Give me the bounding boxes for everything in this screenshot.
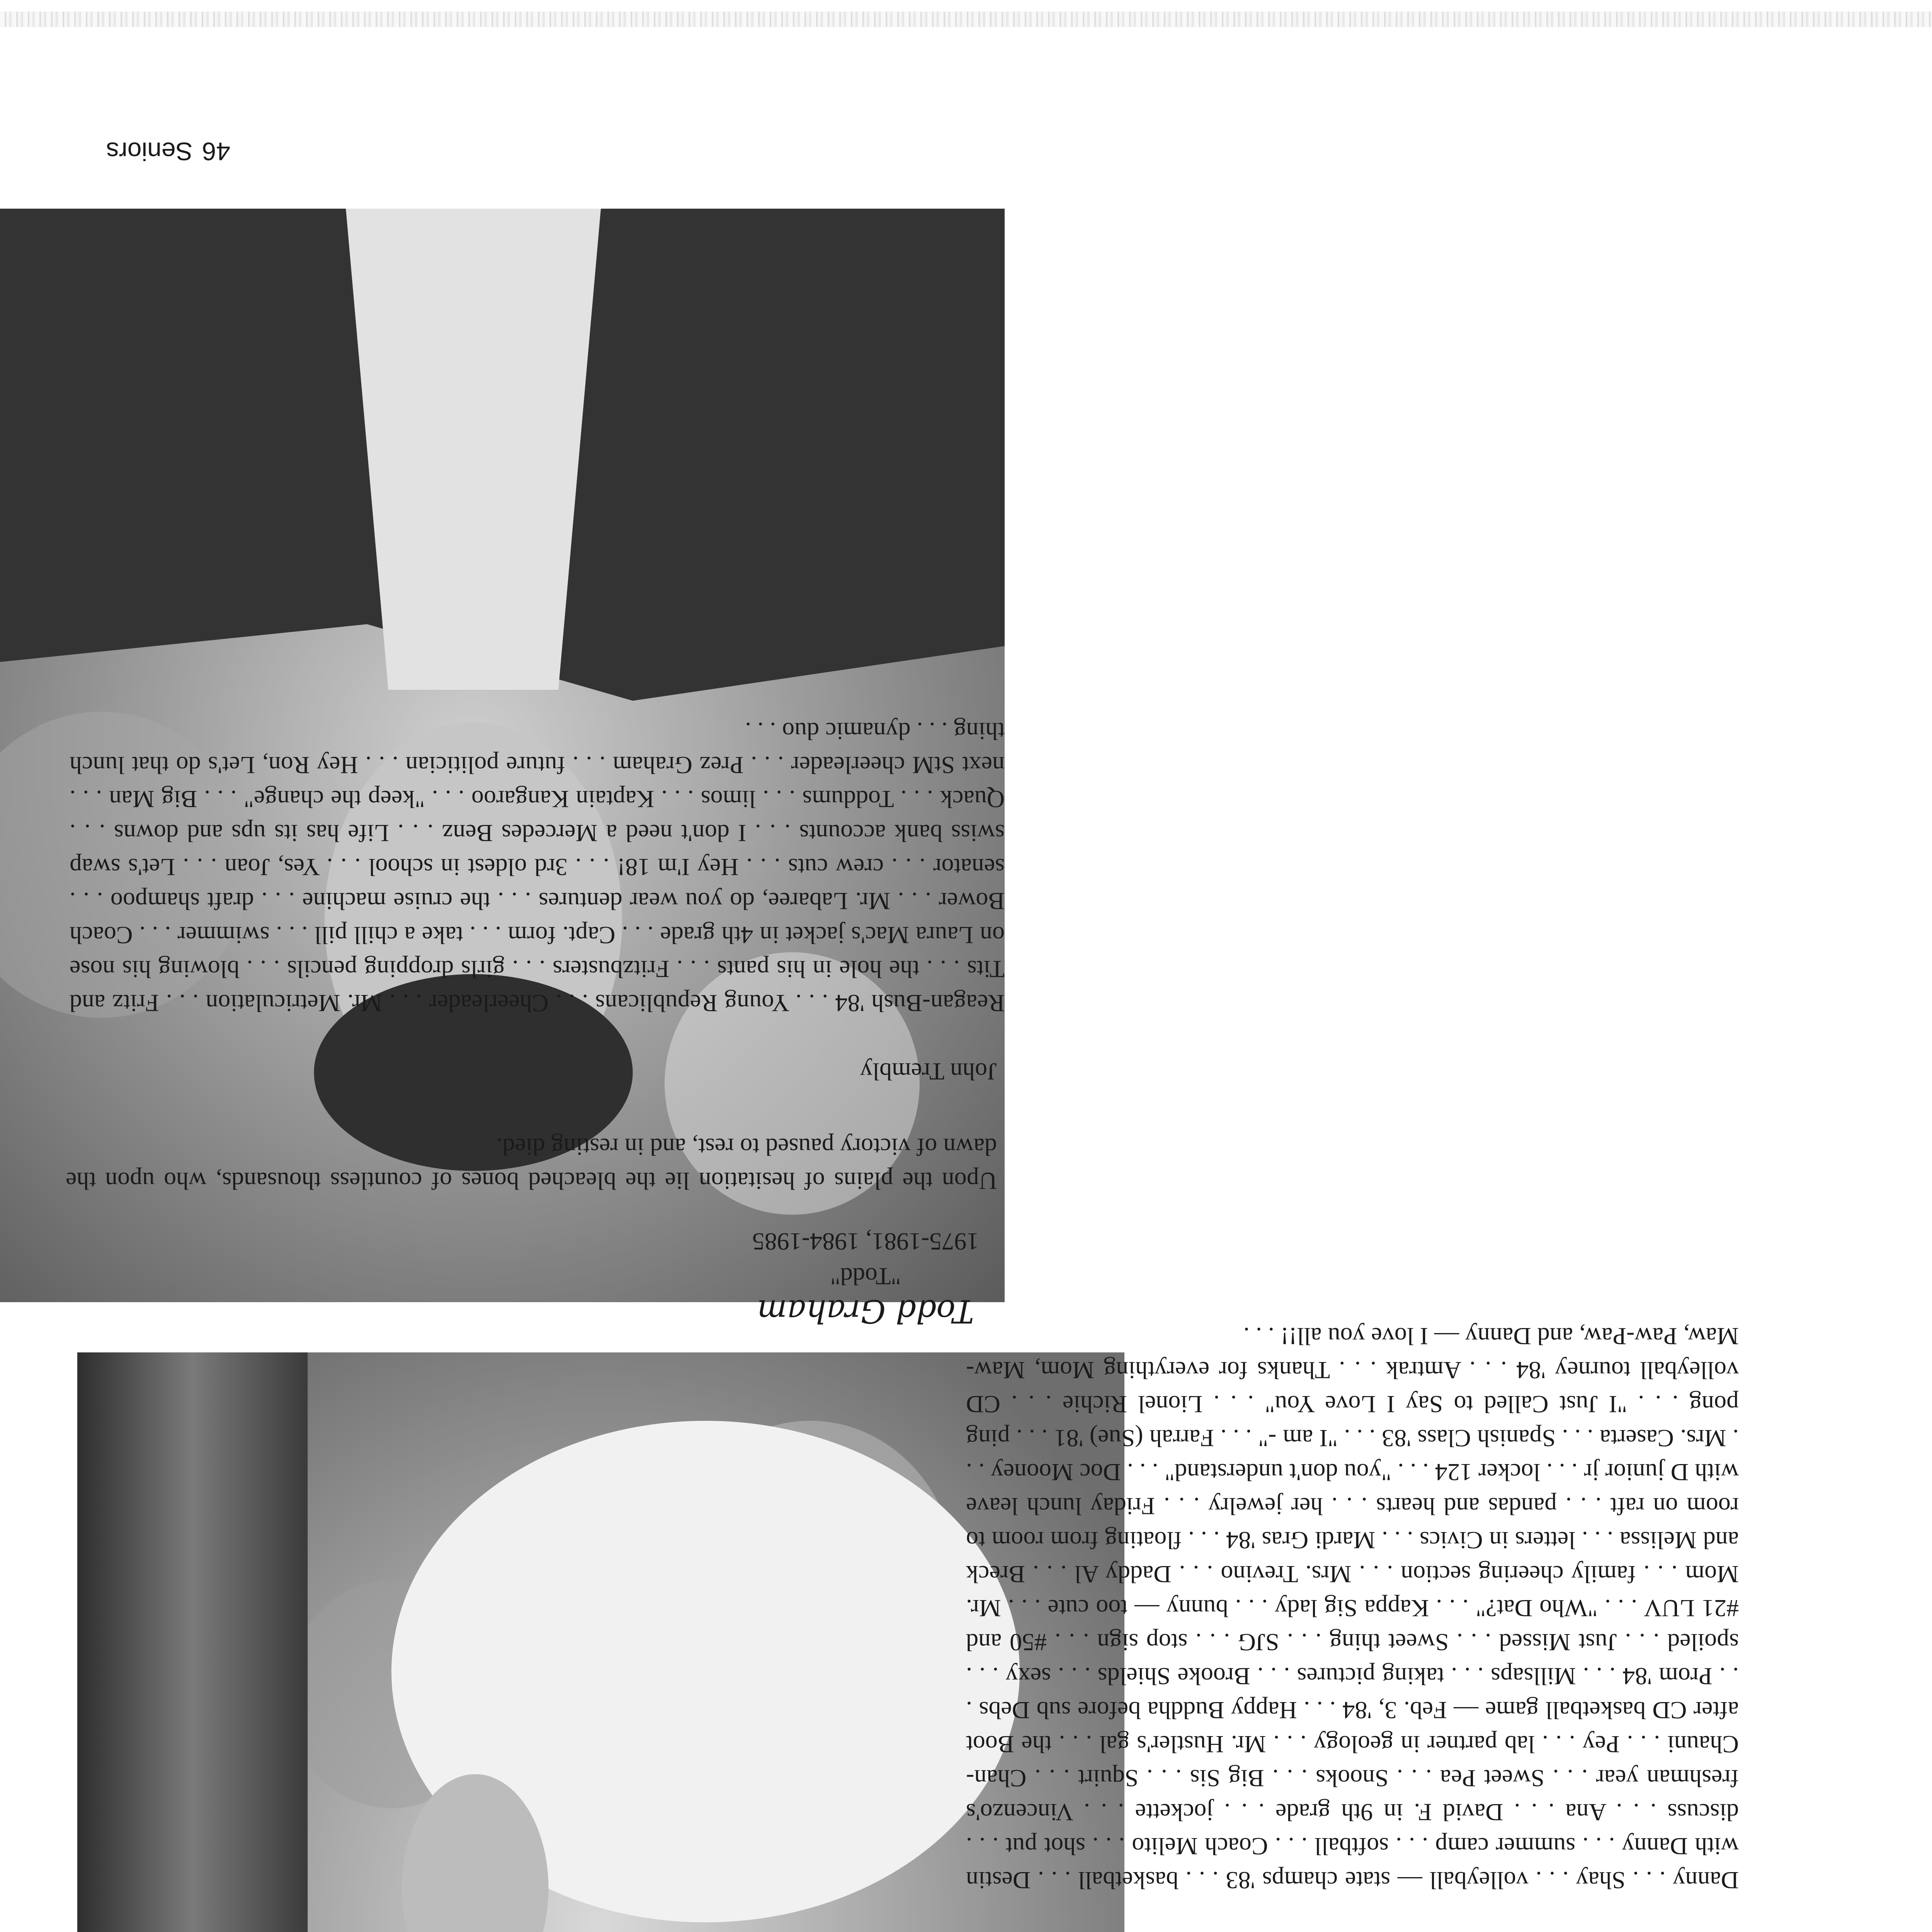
todd-name: Todd Graham [757,1293,974,1329]
todd-nickname: "Todd" [830,1263,901,1290]
scan-edge-top [0,12,1932,27]
todd-quote: Upon the plains of hesitation lie the bleached bones of countless thousands, who upon the dawn of victory paused to rest, and in resting died. [66,1133,997,1195]
page-footer [106,137,240,166]
todd-bio: Reagan-Bush '84 . . . Young Republicans . . . Cheerleader . . . Mr. Metriculation . . . Fritz and Tits . . . the hole in his pants . . . Fritzbusters . . . girls dropping pencils . . . blowing his nose on Laura Mac's jacket in 4th grade . . . Capt. form . . . take a chill pill . . . swimmer . . . Coach Bower . . . Mr. Labaree, do you wear dentures . . . the cruise machine . . . draft shampoo . . . senator . . . crew cuts . . . Hey I'm 18! . . . 3rd oldest in school . . . Yes, Joan . . . Let's swap swiss bank accounts . . . I don't need a Mercedes Benz . . . Life has its ups and downs . . . Quack . . . Toddums . . . limos . . . Kaptain Kangaroo . . . "keep the change" . . . Big Man . . . next StM cheerleader . . . Prez Graham . . . future politician . . . Hey Ron, Let's do that lunch thing . . . dynamic duo . . . [70,718,1005,1017]
todd-quote-author: John Trembly [860,1058,997,1085]
todd-years: 1975-1981, 1984-1985 [752,1228,979,1255]
section-label: Seniors [106,137,193,166]
page-number: 46 [202,137,230,166]
shannon-bio: Danny . . . Shay . . . volleyball — state champs '83 . . . basketball . . . Destin with Danny . . . summer camp . . . softball . . . Coach Melito . . . shot put . . . discuss . . . Ana . . . David F. in 9th grade . . . jockette . . . Vincenzo's freshman year . . . Sweet Pea . . . Snooks . . . Big Sis . . . Squirt . . . Chan-Chauni . . . Pey . . . lab partner in geology . . . Mr. Hustler's gal . . . the Boot after CD basketball game — Feb. 3, '84 . . . Happy Buddha before sub Debs . . . Prom '84 . . . Millsaps . . . taking pictures . . . Brooke Shields . . . sexy . . . spoiled . . . Just Missed . . . Sweet thing . . . SJG . . . stop sign . . . #50 and #21 LUV . . . "Who Dat?" . . . Kappa Sig lady . . . bunny — too cute . . . Mr. Mom . . . family cheering section . . . Mrs. Trevino . . . Daddy Al . . . Breck and Melissa . . . letters in Civics . . . Mardi Gras '84 . . . floating from room to room on raft . . . pandas and hearts . . . her jewelry . . . Friday lunch leave with D junior jr . . . locker 124 . . . "you don't understand" . . . Doc Mooney . . . Mrs. Caserta . . . Spanish Class '83 . . . "I am -" . . . Farrah (Sue) '81 . . . ping pong . . . "I Just Called to Say I Love You" . . . Lionel Richie . . . CD volleyball tourney '84 . . . Amtrak . . . Thanks for everything Mom, Maw-Maw, Paw-Paw, and Danny — I love you all!! . . . [966,1323,1739,1894]
